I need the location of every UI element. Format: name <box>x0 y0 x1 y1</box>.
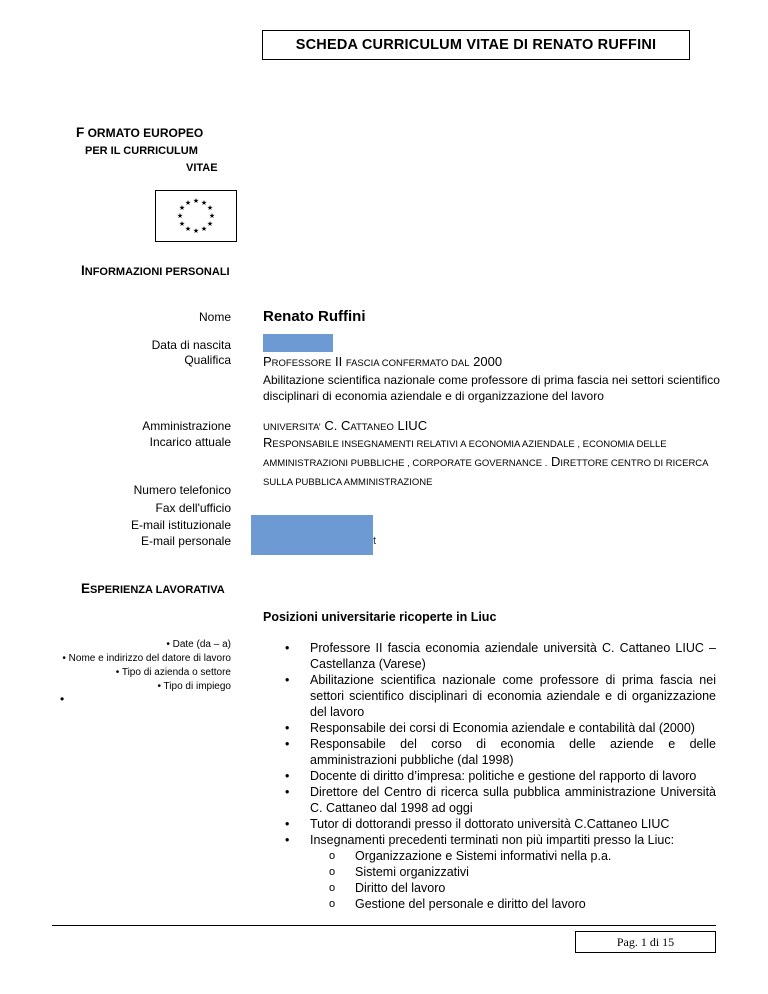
list-item: • Professore II fascia economia aziendale università C. Cattaneo LIUC – Castellanza (Varese) <box>285 641 716 671</box>
value-incarico: RESPONSABILE INSEGNAMENTI RELATIVI A ECONOMIA AZIENDALE , ECONOMIA DELLE AMMINISTRAZIONI PUBBLICHE , CORPORATE GOVERNANCE . DIRETTORE CENTRO DI RICERCA SULLA PUBBLICA AMMINISTRAZIONE <box>263 435 709 488</box>
svg-text:★: ★ <box>208 212 216 220</box>
side-label-sector: • Tipo di azienda o settore <box>115 667 231 678</box>
label-data-nascita: Data di nascita <box>151 338 231 352</box>
positions-list <box>263 640 716 912</box>
value-amministrazione: UNIVERSITA’ C. CATTANEO LIUC <box>263 418 428 433</box>
list-item: • Responsabile del corso di economia delle aziende e delle amministrazioni pubbliche (dal 1998) <box>285 737 716 767</box>
svg-text:★: ★ <box>192 227 200 235</box>
value-qualifica: PROFESSORE II FASCIA CONFERMATO DAL 2000 Abilitazione scientifica nazionale come professore di prima fascia nei settori scientifico disciplinari di economia aziendale e di organizzazione del lavoro <box>263 354 720 403</box>
label-incarico: Incarico attuale <box>149 435 231 449</box>
label-qualifica: Qualifica <box>184 353 231 367</box>
svg-text:★: ★ <box>200 225 208 233</box>
label-email-istituzionale: E-mail istituzionale <box>130 518 231 532</box>
list-item: • Insegnamenti precedenti terminati non più impartiti presso la Liuc: <box>285 833 675 847</box>
svg-text:★: ★ <box>192 197 200 205</box>
sub-list-item: o Organizzazione e Sistemi informativi nella p.a. <box>329 849 612 863</box>
svg-text:★: ★ <box>178 220 186 228</box>
value-nome: Renato Ruffini <box>263 308 366 325</box>
svg-text:★: ★ <box>200 199 208 207</box>
format-line-2: PER IL CURRICULUM <box>85 145 198 157</box>
document-title-text: SCHEDA CURRICULUM VITAE DI RENATO RUFFINI <box>295 37 657 53</box>
svg-text:★: ★ <box>184 199 192 207</box>
svg-text:★: ★ <box>184 225 192 233</box>
list-item: • Docente di diritto d’impresa: politiche e gestione del rapporto di lavoro <box>285 769 697 783</box>
svg-text:★: ★ <box>206 204 214 212</box>
email-tail-fragment: t <box>373 535 377 547</box>
section-work-experience: ESPERIENZA LAVORATIVA <box>81 581 225 596</box>
redacted-contacts <box>251 515 373 555</box>
sub-list-item: o Diritto del lavoro <box>329 881 446 895</box>
label-fax: Fax dell'ufficio <box>155 501 231 515</box>
list-item: • Direttore del Centro di ricerca sulla pubblica amministrazione Università C. Cattaneo dal 1998 ad oggi <box>285 785 716 815</box>
label-nome: Nome <box>198 310 231 324</box>
svg-text:★: ★ <box>178 204 186 212</box>
section-personal-info: INFORMAZIONI PERSONALI <box>81 263 230 278</box>
stray-bullet: • <box>60 692 65 706</box>
subheading-positions: Posizioni universitarie ricoperte in Liuc <box>263 610 497 624</box>
side-labels <box>62 638 231 694</box>
side-label-dates: • Date (da – a) <box>166 639 231 650</box>
sub-list-item: o Sistemi organizzativi <box>329 865 469 879</box>
list-item: • Responsabile dei corsi di Economia aziendale e contabilità dal (2000) <box>285 721 695 735</box>
eu-flag-icon <box>155 190 237 242</box>
sub-list-item: o Gestione del personale e diritto del lavoro <box>329 897 586 911</box>
document-title <box>262 30 690 60</box>
page-number: Pag. 1 di 15 <box>575 931 716 953</box>
svg-text:★: ★ <box>176 212 184 220</box>
list-item: • Tutor di dottorandi presso il dottorato università C.Cattaneo LIUC <box>285 817 670 831</box>
side-label-employment: • Tipo di impiego <box>157 681 231 692</box>
label-amministrazione: Amministrazione <box>142 419 231 433</box>
redacted-birthdate <box>263 334 333 352</box>
format-line-3: VITAE <box>186 162 218 174</box>
label-email-personale: E-mail personale <box>140 534 231 548</box>
format-line-1: F ORMATO EUROPEO <box>76 125 204 140</box>
footer-divider <box>52 925 716 926</box>
side-label-employer: • Nome e indirizzo del datore di lavoro <box>62 653 231 664</box>
label-telefono: Numero telefonico <box>133 483 231 497</box>
svg-text:★: ★ <box>206 220 214 228</box>
list-item: • Abilitazione scientifica nazionale come professore di prima fascia nei settori scientifico disciplinari di economia aziendale e di organizzazione del lavoro <box>285 673 716 719</box>
